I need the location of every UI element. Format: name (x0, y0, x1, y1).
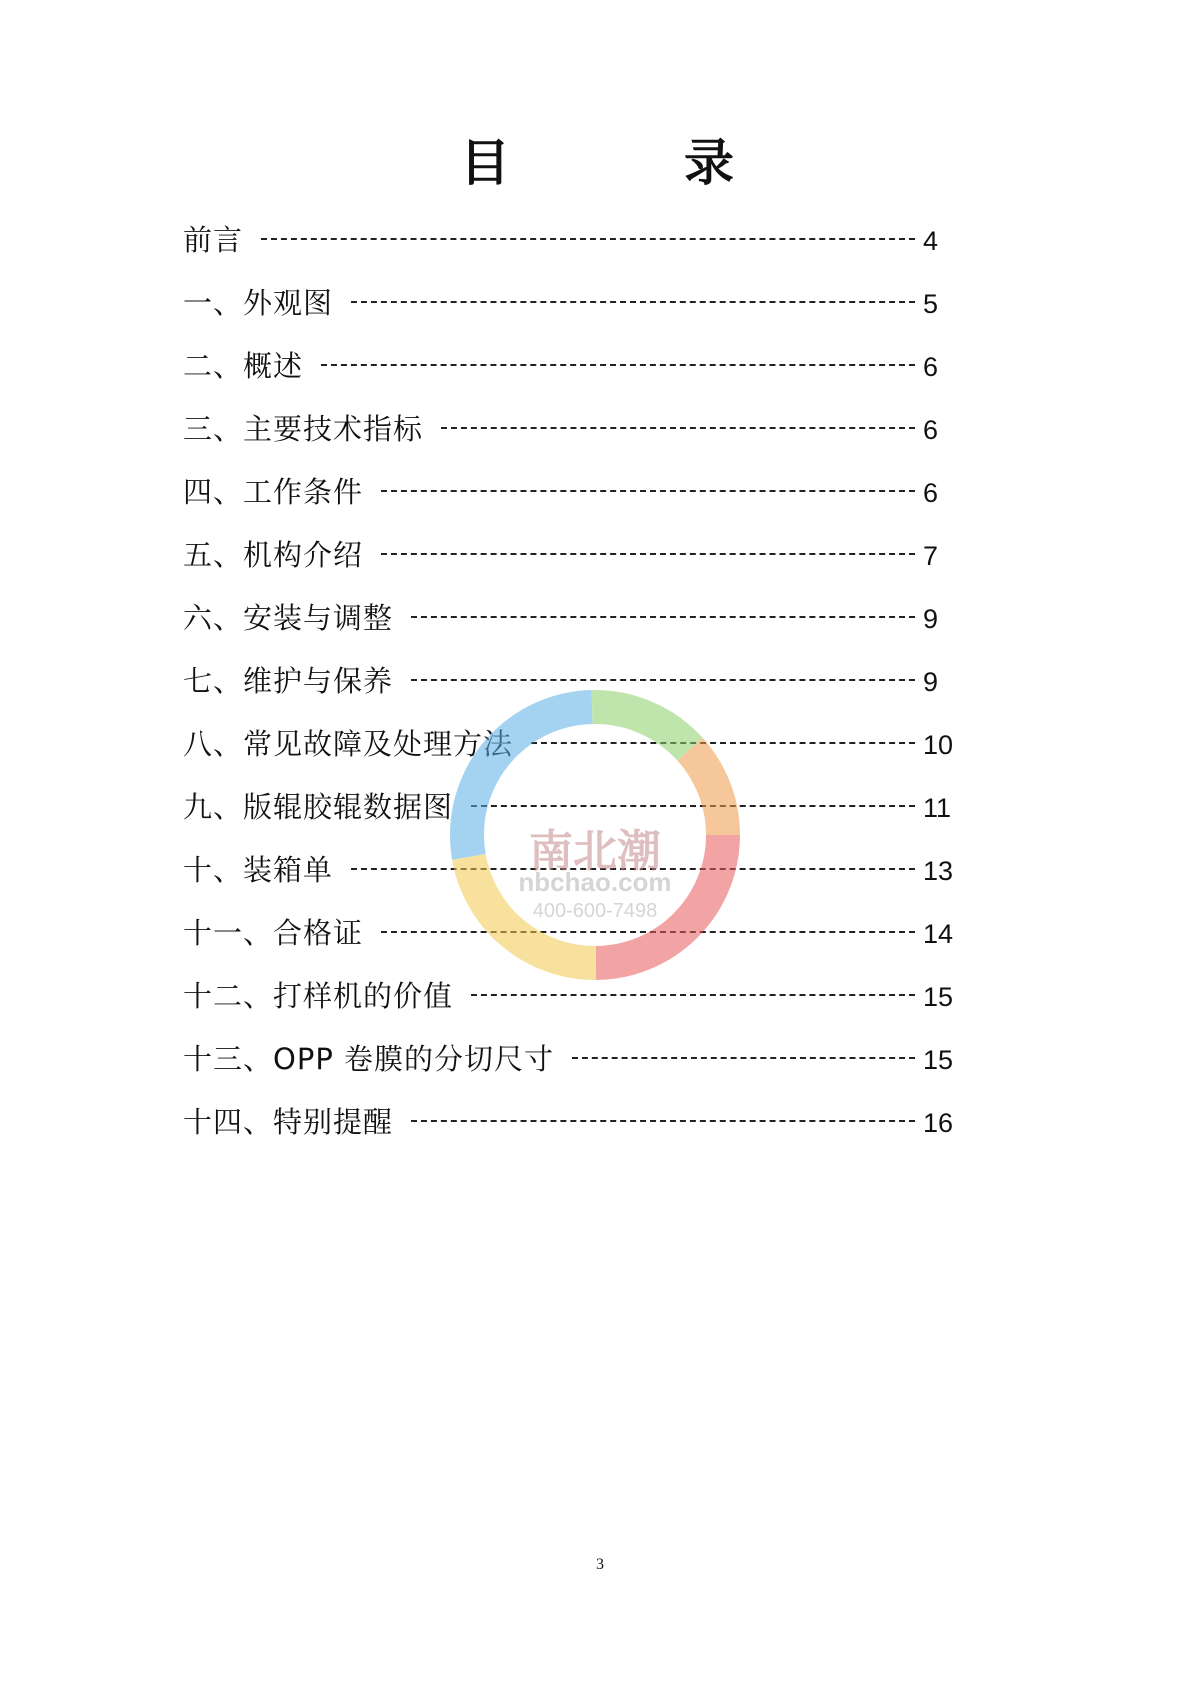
toc-entry-page: 9 (923, 604, 939, 634)
toc-entry-label: 二、概述 (183, 349, 304, 383)
toc-leader (411, 679, 915, 681)
table-of-contents (183, 218, 953, 1163)
toc-entry-page: 15 (922, 1045, 953, 1075)
toc-entry-label: 前言 (183, 223, 244, 257)
toc-entry-label: 十、装箱单 (183, 853, 334, 887)
toc-leader (471, 805, 915, 807)
toc-entry[interactable] (183, 344, 953, 407)
toc-entry[interactable] (183, 281, 953, 344)
toc-entry-page: 11 (923, 793, 952, 823)
toc-entry-page: 14 (922, 919, 953, 949)
toc-entry-page: 15 (922, 982, 953, 1012)
toc-entry-page: 7 (923, 541, 939, 571)
toc-leader (351, 301, 915, 303)
toc-entry[interactable] (183, 1037, 953, 1100)
toc-entry-label: 十一、合格证 (183, 916, 364, 950)
watermark-phone: 400-600-7498 (532, 900, 658, 922)
toc-entry-label: 十二、打样机的价值 (183, 979, 454, 1013)
toc-entry-page: 4 (923, 226, 939, 256)
toc-leader (471, 994, 915, 996)
toc-entry[interactable] (183, 1100, 953, 1163)
toc-entry-label: 十三、OPP 卷膜的分切尺寸 (183, 1042, 555, 1076)
toc-entry-label: 一、外观图 (183, 286, 334, 320)
toc-entry-page: 5 (923, 289, 939, 319)
toc-leader (531, 742, 915, 744)
toc-leader (381, 931, 915, 933)
toc-entry-label: 九、版辊胶辊数据图 (183, 790, 454, 824)
toc-leader (411, 616, 915, 618)
toc-entry[interactable] (183, 407, 953, 470)
toc-entry-page: 6 (923, 352, 939, 382)
toc-leader (261, 238, 915, 240)
toc-entry[interactable] (183, 848, 953, 911)
toc-entry-label: 三、主要技术指标 (183, 412, 424, 446)
toc-entry[interactable] (183, 470, 953, 533)
toc-entry[interactable] (183, 659, 953, 722)
watermark-site: nbchao.com (518, 867, 672, 897)
toc-entry-label: 十四、特别提醒 (183, 1105, 394, 1139)
toc-leader (411, 1120, 915, 1122)
toc-entry[interactable] (183, 974, 953, 1037)
toc-entry[interactable] (183, 596, 953, 659)
page-title: 目 录 (460, 134, 740, 192)
toc-entry-label: 六、安装与调整 (183, 601, 394, 635)
toc-leader (381, 553, 915, 555)
toc-entry[interactable] (183, 533, 953, 596)
toc-entry-page: 6 (923, 415, 939, 445)
toc-entry-page: 16 (922, 1108, 953, 1138)
toc-entry-page: 6 (923, 478, 939, 508)
page-number: 3 (596, 1556, 604, 1573)
toc-entry-label: 八、常见故障及处理方法 (183, 727, 514, 761)
toc-leader (321, 364, 915, 366)
toc-entry[interactable] (183, 911, 953, 974)
toc-entry[interactable] (183, 785, 953, 848)
toc-leader (381, 490, 915, 492)
toc-entry-page: 9 (923, 667, 939, 697)
toc-leader (572, 1057, 915, 1059)
toc-entry-label: 五、机构介绍 (183, 538, 364, 572)
toc-leader (441, 427, 915, 429)
watermark-brand: 南北潮 (529, 826, 661, 877)
toc-entry[interactable] (183, 722, 953, 785)
toc-entry-page: 13 (922, 856, 953, 886)
toc-entry-page: 10 (922, 730, 953, 760)
toc-entry-label: 四、工作条件 (183, 475, 364, 509)
toc-entry[interactable] (183, 218, 953, 281)
toc-leader (351, 868, 915, 870)
toc-entry-label: 七、维护与保养 (183, 664, 394, 698)
